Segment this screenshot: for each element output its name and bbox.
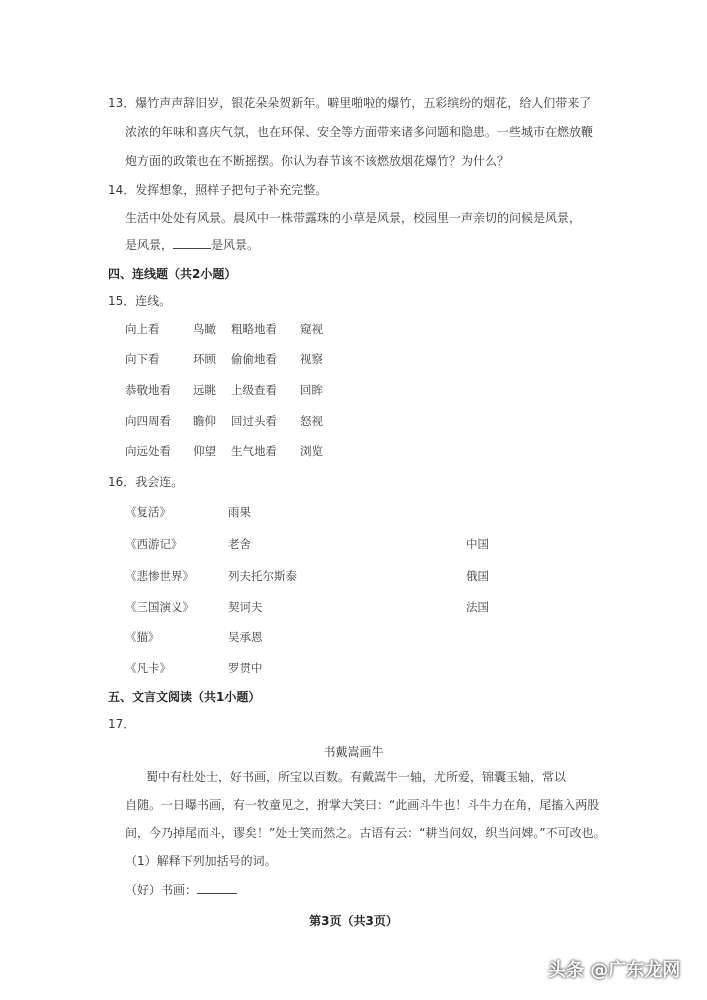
q16-book: 《凡卡》 <box>125 661 171 675</box>
q13-line-1: 13．爆竹声声辞旧岁，银花朵朵贺新年。噼里啪啦的爆竹，五彩缤纷的烟花，给人们带来了 <box>108 96 592 110</box>
q15-col1-item: 向远处看 <box>125 444 171 458</box>
q14-phrase-b: 是风景。 <box>211 238 260 252</box>
q16-author: 列夫托尔斯泰 <box>228 569 297 583</box>
q17-sub-question-1: （1）解释下列加括号的词。 <box>125 854 277 868</box>
q17-paragraph-line-1: 蜀中有杜处士，好书画，所宝以百数。有戴嵩牛一轴，尤所爱，锦囊玉轴，常以 <box>146 770 567 784</box>
q16-author: 契诃夫 <box>228 600 263 614</box>
watermark: 头条 @广东龙网 <box>548 960 681 981</box>
q16-book: 《复活》 <box>125 505 171 519</box>
q17-answer-blank[interactable] <box>197 883 237 894</box>
q14-line-2 <box>125 238 259 252</box>
q15-col2-item: 环顾 <box>193 352 216 366</box>
q17-number: 17． <box>108 717 136 731</box>
q14-blank[interactable] <box>173 238 211 249</box>
q15-col1-item: 恭敬地看 <box>125 383 171 397</box>
q15-col2-item: 鸟瞰 <box>193 322 216 336</box>
q14-phrase-a: 是风景， <box>125 238 174 252</box>
q15-col4-item: 窥视 <box>300 322 323 336</box>
q16-book: 《西游记》 <box>125 537 183 551</box>
q16-book: 《猫》 <box>125 630 160 644</box>
q15-col4-item: 视察 <box>300 352 323 366</box>
section-4-heading: 四、连线题（共2小题） <box>108 267 237 281</box>
q17-paragraph-line-2: 自随。一日曝书画，有一牧童见之，拊掌大笑曰：“此画斗牛也！斗牛力在角，尾搐入两股 <box>125 798 600 812</box>
q16-author: 罗贯中 <box>228 661 263 675</box>
q13-line-2: 浓浓的年味和喜庆气氛，也在环保、安全等方面带来诸多问题和隐患。一些城市在燃放鞭 <box>125 125 594 139</box>
q16-country: 俄国 <box>466 569 489 583</box>
q15-title: 15．连线。 <box>108 294 172 308</box>
q15-col3-item: 粗略地看 <box>231 322 277 336</box>
q15-col3-item: 回过头看 <box>231 414 277 428</box>
section-5-heading: 五、文言文阅读（共1小题） <box>108 690 261 704</box>
q15-col1-item: 向下看 <box>125 352 160 366</box>
q15-col4-item: 浏览 <box>300 444 323 458</box>
q16-book: 《三国演义》 <box>125 600 194 614</box>
q15-col1-item: 向四周看 <box>125 414 171 428</box>
q16-title: 16．我会连。 <box>108 475 184 489</box>
q17-paragraph-line-3: 间，今乃掉尾而斗，谬矣！”处士笑而然之。古语有云：“耕当问奴，织当问婢。”不可改也。 <box>125 826 606 840</box>
q16-book: 《悲惨世界》 <box>125 569 194 583</box>
q16-author: 老舍 <box>228 537 251 551</box>
q16-country: 中国 <box>466 537 489 551</box>
q14-line-1: 生活中处处有风景。晨风中一株带露珠的小草是风景，校园里一声亲切的问候是风景， <box>125 211 582 225</box>
q15-col3-item: 生气地看 <box>231 444 277 458</box>
q15-col4-item: 回眸 <box>300 383 323 397</box>
q15-col2-item: 仰望 <box>193 444 216 458</box>
q17-sub-question-1a <box>125 883 237 897</box>
q15-col3-item: 上级查看 <box>231 383 277 397</box>
q15-col4-item: 怒视 <box>300 414 323 428</box>
q15-col2-item: 远眺 <box>193 383 216 397</box>
page-footer: 第3页（共3页） <box>309 914 398 928</box>
q16-author: 雨果 <box>228 505 251 519</box>
q16-author: 吴承恩 <box>228 630 263 644</box>
q17-passage-title: 书戴嵩画牛 <box>323 745 384 759</box>
q15-col3-item: 偷偷地看 <box>231 352 277 366</box>
q15-col1-item: 向上看 <box>125 322 160 336</box>
q17-sub-question-1a-label: （好）书画： <box>125 883 198 897</box>
q13-line-3: 炮方面的政策也在不断摇摆。你认为春节该不该燃放烟花爆竹？为什么？ <box>125 154 510 168</box>
q15-col2-item: 瞻仰 <box>193 414 216 428</box>
q16-country: 法国 <box>466 600 489 614</box>
q14-title: 14．发挥想象，照样子把句子补充完整。 <box>108 183 328 197</box>
